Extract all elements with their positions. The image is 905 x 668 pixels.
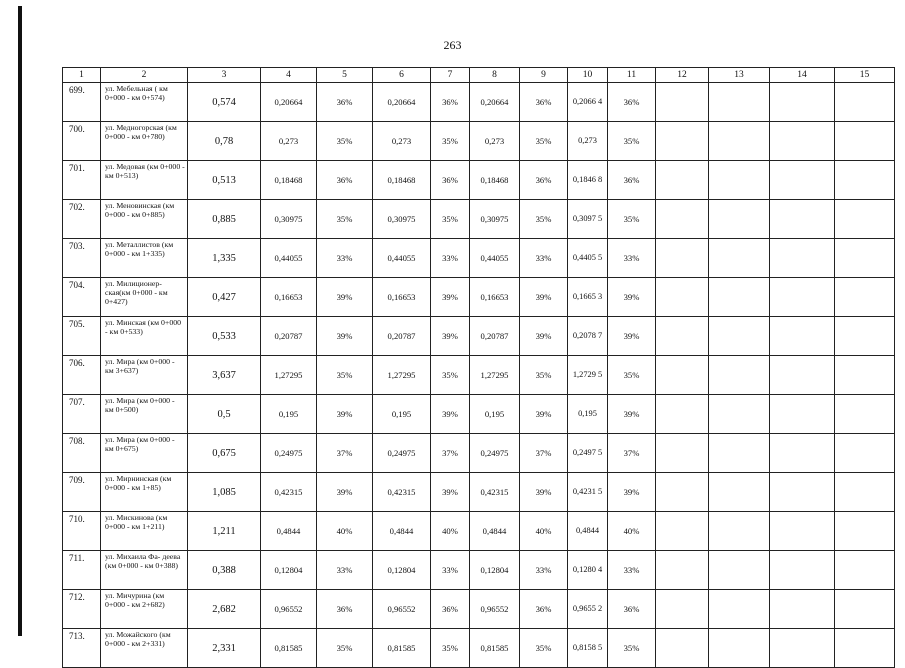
- table-row: [63, 83, 895, 122]
- percent-col9: 37%: [520, 434, 568, 473]
- empty-cell-col13: [709, 590, 770, 629]
- value-col4: 0,4844: [261, 512, 317, 551]
- col-header-14: 14: [770, 68, 835, 83]
- value-col6: 0,30975: [373, 200, 431, 239]
- value-col4: 0,273: [261, 122, 317, 161]
- value-col6: 0,4844: [373, 512, 431, 551]
- percent-col7: 37%: [431, 434, 470, 473]
- value-col4: 1,27295: [261, 356, 317, 395]
- percent-col11: 36%: [608, 83, 656, 122]
- value-col10: 0,4231 5: [568, 473, 608, 512]
- value-col6: 0,273: [373, 122, 431, 161]
- empty-cell-col14: [770, 551, 835, 590]
- length-km: 0,885: [188, 200, 261, 239]
- empty-cell-col14: [770, 278, 835, 317]
- col-header-7: 7: [431, 68, 470, 83]
- percent-col11: 37%: [608, 434, 656, 473]
- empty-cell-col13: [709, 317, 770, 356]
- percent-col5: 39%: [317, 278, 373, 317]
- value-col4: 0,30975: [261, 200, 317, 239]
- percent-col5: 39%: [317, 473, 373, 512]
- empty-cell-col12: [656, 473, 709, 512]
- value-col8: 0,81585: [470, 629, 520, 668]
- empty-cell-col13: [709, 161, 770, 200]
- col-header-10: 10: [568, 68, 608, 83]
- percent-col11: 36%: [608, 161, 656, 200]
- street-name: ул. Металлистов (км 0+000 - км 1+335): [101, 239, 188, 278]
- empty-cell-col12: [656, 278, 709, 317]
- empty-cell-col14: [770, 629, 835, 668]
- percent-col11: 36%: [608, 590, 656, 629]
- empty-cell-col12: [656, 551, 709, 590]
- street-name: ул. Мира (км 0+000 - км 3+637): [101, 356, 188, 395]
- empty-cell-col12: [656, 629, 709, 668]
- empty-cell-col13: [709, 434, 770, 473]
- empty-cell-col12: [656, 512, 709, 551]
- value-col10: 0,195: [568, 395, 608, 434]
- empty-cell-col13: [709, 239, 770, 278]
- percent-col9: 40%: [520, 512, 568, 551]
- empty-cell-col15: [835, 239, 895, 278]
- row-number: 702.: [63, 200, 101, 239]
- value-col6: 0,20664: [373, 83, 431, 122]
- empty-cell-col13: [709, 83, 770, 122]
- empty-cell-col13: [709, 200, 770, 239]
- row-number: 707.: [63, 395, 101, 434]
- length-km: 2,682: [188, 590, 261, 629]
- street-name: ул. Мичурина (км 0+000 - км 2+682): [101, 590, 188, 629]
- value-col10: 0,4405 5: [568, 239, 608, 278]
- length-km: 0,427: [188, 278, 261, 317]
- percent-col11: 35%: [608, 356, 656, 395]
- empty-cell-col14: [770, 395, 835, 434]
- empty-cell-col13: [709, 278, 770, 317]
- percent-col7: 40%: [431, 512, 470, 551]
- table-row: [63, 239, 895, 278]
- value-col10: 0,1665 3: [568, 278, 608, 317]
- percent-col5: 40%: [317, 512, 373, 551]
- empty-cell-col15: [835, 512, 895, 551]
- row-number: 705.: [63, 317, 101, 356]
- empty-cell-col14: [770, 161, 835, 200]
- percent-col9: 36%: [520, 161, 568, 200]
- street-name: ул. Михаила Фа- деева (км 0+000 - км 0+388): [101, 551, 188, 590]
- col-header-9: 9: [520, 68, 568, 83]
- percent-col5: 35%: [317, 200, 373, 239]
- table-row: [63, 434, 895, 473]
- percent-col7: 35%: [431, 356, 470, 395]
- row-number: 701.: [63, 161, 101, 200]
- value-col10: 0,3097 5: [568, 200, 608, 239]
- empty-cell-col15: [835, 317, 895, 356]
- empty-cell-col12: [656, 590, 709, 629]
- percent-col9: 35%: [520, 629, 568, 668]
- length-km: 0,574: [188, 83, 261, 122]
- value-col6: 0,20787: [373, 317, 431, 356]
- percent-col5: 35%: [317, 122, 373, 161]
- row-number: 711.: [63, 551, 101, 590]
- empty-cell-col15: [835, 200, 895, 239]
- percent-col5: 36%: [317, 161, 373, 200]
- length-km: 3,637: [188, 356, 261, 395]
- empty-cell-col14: [770, 356, 835, 395]
- percent-col11: 35%: [608, 122, 656, 161]
- table-row: [63, 356, 895, 395]
- value-col6: 0,12804: [373, 551, 431, 590]
- street-name: ул. Можайского (км 0+000 - км 2+331): [101, 629, 188, 668]
- value-col4: 0,81585: [261, 629, 317, 668]
- empty-cell-col15: [835, 434, 895, 473]
- length-km: 0,5: [188, 395, 261, 434]
- percent-col9: 35%: [520, 200, 568, 239]
- value-col10: 0,2078 7: [568, 317, 608, 356]
- percent-col9: 39%: [520, 395, 568, 434]
- value-col4: 0,12804: [261, 551, 317, 590]
- col-header-6: 6: [373, 68, 431, 83]
- value-col4: 0,16653: [261, 278, 317, 317]
- length-km: 1,085: [188, 473, 261, 512]
- value-col4: 0,24975: [261, 434, 317, 473]
- page-number: 263: [443, 38, 462, 52]
- percent-col5: 39%: [317, 395, 373, 434]
- row-number: 699.: [63, 83, 101, 122]
- street-name: ул. Мебельная ( км 0+000 - км 0+574): [101, 83, 188, 122]
- percent-col11: 39%: [608, 317, 656, 356]
- value-col8: 0,44055: [470, 239, 520, 278]
- percent-col9: 39%: [520, 473, 568, 512]
- col-header-8: 8: [470, 68, 520, 83]
- percent-col7: 36%: [431, 590, 470, 629]
- percent-col5: 35%: [317, 629, 373, 668]
- percent-col11: 39%: [608, 473, 656, 512]
- empty-cell-col15: [835, 590, 895, 629]
- road-data-table: [62, 67, 895, 668]
- percent-col9: 39%: [520, 317, 568, 356]
- empty-cell-col13: [709, 473, 770, 512]
- value-col10: 1,2729 5: [568, 356, 608, 395]
- street-name: ул. Мира (км 0+000 - км 0+675): [101, 434, 188, 473]
- empty-cell-col15: [835, 83, 895, 122]
- col-header-1: 1: [63, 68, 101, 83]
- percent-col11: 39%: [608, 278, 656, 317]
- column-number-header: [63, 68, 895, 83]
- length-km: 0,533: [188, 317, 261, 356]
- value-col4: 0,18468: [261, 161, 317, 200]
- empty-cell-col12: [656, 317, 709, 356]
- empty-cell-col14: [770, 317, 835, 356]
- percent-col5: 37%: [317, 434, 373, 473]
- percent-col9: 36%: [520, 83, 568, 122]
- empty-cell-col12: [656, 200, 709, 239]
- percent-col7: 36%: [431, 161, 470, 200]
- street-name: ул. Медногорская (км 0+000 - км 0+780): [101, 122, 188, 161]
- street-name: ул. Мискинова (км 0+000 - км 1+211): [101, 512, 188, 551]
- table-row: [63, 317, 895, 356]
- length-km: 0,388: [188, 551, 261, 590]
- empty-cell-col13: [709, 356, 770, 395]
- length-km: 0,675: [188, 434, 261, 473]
- percent-col7: 36%: [431, 83, 470, 122]
- percent-col9: 33%: [520, 551, 568, 590]
- empty-cell-col15: [835, 629, 895, 668]
- percent-col9: 39%: [520, 278, 568, 317]
- street-name: ул. Мирнинская (км 0+000 - км 1+85): [101, 473, 188, 512]
- percent-col7: 39%: [431, 278, 470, 317]
- length-km: 0,513: [188, 161, 261, 200]
- table-row: [63, 629, 895, 668]
- row-number: 710.: [63, 512, 101, 551]
- row-number: 703.: [63, 239, 101, 278]
- value-col6: 0,42315: [373, 473, 431, 512]
- percent-col11: 39%: [608, 395, 656, 434]
- col-header-2: 2: [101, 68, 188, 83]
- value-col10: 0,1846 8: [568, 161, 608, 200]
- value-col4: 0,20664: [261, 83, 317, 122]
- empty-cell-col14: [770, 122, 835, 161]
- col-header-5: 5: [317, 68, 373, 83]
- value-col8: 0,195: [470, 395, 520, 434]
- col-header-12: 12: [656, 68, 709, 83]
- value-col10: 0,273: [568, 122, 608, 161]
- empty-cell-col12: [656, 356, 709, 395]
- col-header-11: 11: [608, 68, 656, 83]
- street-name: ул. Медовая (км 0+000 - км 0+513): [101, 161, 188, 200]
- street-name: ул. Мира (км 0+000 - км 0+500): [101, 395, 188, 434]
- empty-cell-col14: [770, 590, 835, 629]
- value-col6: 1,27295: [373, 356, 431, 395]
- percent-col7: 35%: [431, 200, 470, 239]
- empty-cell-col14: [770, 239, 835, 278]
- value-col8: 0,96552: [470, 590, 520, 629]
- row-number: 704.: [63, 278, 101, 317]
- value-col10: 0,2066 4: [568, 83, 608, 122]
- value-col8: 0,20787: [470, 317, 520, 356]
- length-km: 1,211: [188, 512, 261, 551]
- percent-col7: 33%: [431, 551, 470, 590]
- value-col8: 0,4844: [470, 512, 520, 551]
- percent-col11: 40%: [608, 512, 656, 551]
- value-col6: 0,195: [373, 395, 431, 434]
- percent-col5: 33%: [317, 239, 373, 278]
- col-header-13: 13: [709, 68, 770, 83]
- value-col4: 0,44055: [261, 239, 317, 278]
- row-number: 708.: [63, 434, 101, 473]
- empty-cell-col12: [656, 122, 709, 161]
- value-col6: 0,44055: [373, 239, 431, 278]
- percent-col9: 36%: [520, 590, 568, 629]
- empty-cell-col14: [770, 83, 835, 122]
- table-row: [63, 395, 895, 434]
- empty-cell-col15: [835, 395, 895, 434]
- value-col10: 0,2497 5: [568, 434, 608, 473]
- length-km: 2,331: [188, 629, 261, 668]
- empty-cell-col15: [835, 278, 895, 317]
- percent-col5: 36%: [317, 590, 373, 629]
- row-number: 713.: [63, 629, 101, 668]
- percent-col7: 39%: [431, 473, 470, 512]
- empty-cell-col14: [770, 200, 835, 239]
- table-row: [63, 473, 895, 512]
- table-row: [63, 551, 895, 590]
- empty-cell-col13: [709, 395, 770, 434]
- col-header-4: 4: [261, 68, 317, 83]
- length-km: 0,78: [188, 122, 261, 161]
- value-col10: 0,9655 2: [568, 590, 608, 629]
- binding-margin-bar: [18, 6, 22, 636]
- empty-cell-col12: [656, 395, 709, 434]
- table-row: [63, 278, 895, 317]
- street-name: ул. Меновинская (км 0+000 - км 0+885): [101, 200, 188, 239]
- value-col6: 0,24975: [373, 434, 431, 473]
- value-col6: 0,18468: [373, 161, 431, 200]
- percent-col11: 35%: [608, 629, 656, 668]
- empty-cell-col15: [835, 551, 895, 590]
- percent-col11: 33%: [608, 551, 656, 590]
- value-col8: 0,42315: [470, 473, 520, 512]
- percent-col7: 39%: [431, 395, 470, 434]
- value-col4: 0,195: [261, 395, 317, 434]
- street-name: ул. Милиционер- ская(км 0+000 - км 0+427): [101, 278, 188, 317]
- value-col4: 0,96552: [261, 590, 317, 629]
- percent-col7: 33%: [431, 239, 470, 278]
- empty-cell-col13: [709, 551, 770, 590]
- value-col8: 0,273: [470, 122, 520, 161]
- value-col8: 1,27295: [470, 356, 520, 395]
- length-km: 1,335: [188, 239, 261, 278]
- value-col6: 0,96552: [373, 590, 431, 629]
- value-col8: 0,16653: [470, 278, 520, 317]
- empty-cell-col15: [835, 161, 895, 200]
- row-number: 700.: [63, 122, 101, 161]
- percent-col7: 35%: [431, 122, 470, 161]
- col-header-3: 3: [188, 68, 261, 83]
- col-header-15: 15: [835, 68, 895, 83]
- value-col8: 0,30975: [470, 200, 520, 239]
- empty-cell-col12: [656, 83, 709, 122]
- percent-col5: 35%: [317, 356, 373, 395]
- empty-cell-col14: [770, 473, 835, 512]
- value-col8: 0,20664: [470, 83, 520, 122]
- row-number: 712.: [63, 590, 101, 629]
- empty-cell-col15: [835, 473, 895, 512]
- table-row: [63, 512, 895, 551]
- percent-col5: 33%: [317, 551, 373, 590]
- empty-cell-col15: [835, 356, 895, 395]
- empty-cell-col12: [656, 239, 709, 278]
- value-col8: 0,24975: [470, 434, 520, 473]
- empty-cell-col14: [770, 512, 835, 551]
- value-col6: 0,16653: [373, 278, 431, 317]
- percent-col9: 33%: [520, 239, 568, 278]
- table-row: [63, 200, 895, 239]
- value-col10: 0,1280 4: [568, 551, 608, 590]
- row-number: 706.: [63, 356, 101, 395]
- percent-col11: 35%: [608, 200, 656, 239]
- percent-col7: 39%: [431, 317, 470, 356]
- value-col6: 0,81585: [373, 629, 431, 668]
- table-row: [63, 122, 895, 161]
- table-row: [63, 590, 895, 629]
- value-col8: 0,12804: [470, 551, 520, 590]
- value-col4: 0,42315: [261, 473, 317, 512]
- percent-col5: 36%: [317, 83, 373, 122]
- street-name: ул. Минская (км 0+000 - км 0+533): [101, 317, 188, 356]
- percent-col11: 33%: [608, 239, 656, 278]
- empty-cell-col13: [709, 512, 770, 551]
- empty-cell-col15: [835, 122, 895, 161]
- value-col8: 0,18468: [470, 161, 520, 200]
- empty-cell-col13: [709, 122, 770, 161]
- empty-cell-col12: [656, 161, 709, 200]
- percent-col9: 35%: [520, 356, 568, 395]
- value-col10: 0,8158 5: [568, 629, 608, 668]
- value-col4: 0,20787: [261, 317, 317, 356]
- percent-col9: 35%: [520, 122, 568, 161]
- value-col10: 0,4844: [568, 512, 608, 551]
- empty-cell-col13: [709, 629, 770, 668]
- empty-cell-col12: [656, 434, 709, 473]
- empty-cell-col14: [770, 434, 835, 473]
- row-number: 709.: [63, 473, 101, 512]
- percent-col7: 35%: [431, 629, 470, 668]
- percent-col5: 39%: [317, 317, 373, 356]
- table-row: [63, 161, 895, 200]
